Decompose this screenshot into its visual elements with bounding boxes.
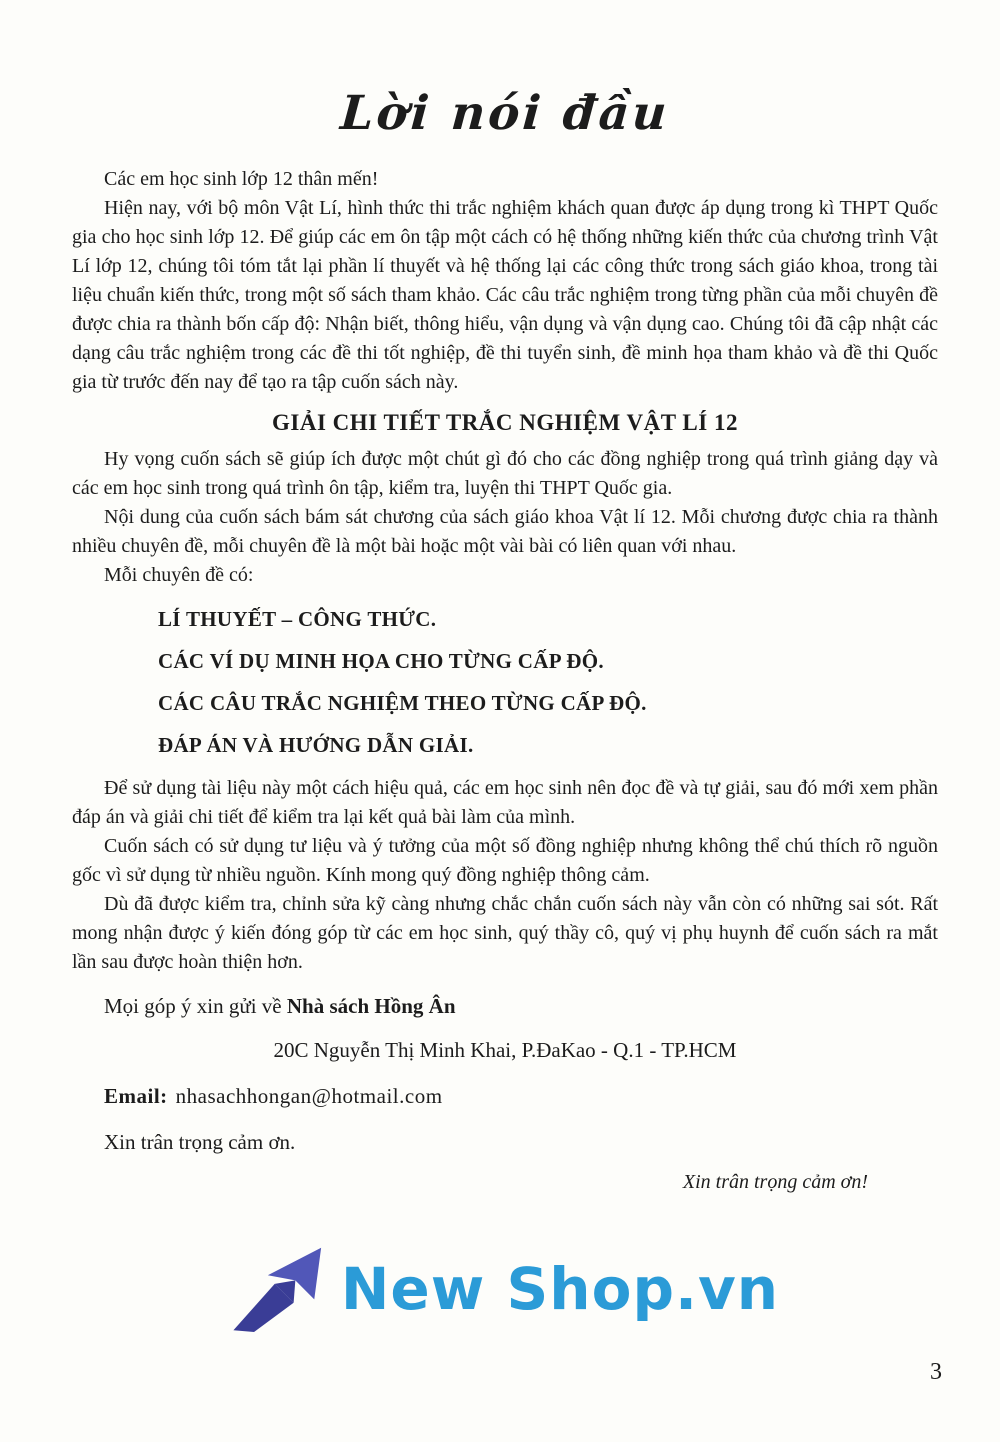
feature-item: CÁC VÍ DỤ MINH HỌA CHO TỪNG CẤP ĐỘ. [158, 649, 604, 673]
newshop-watermark [72, 1246, 938, 1332]
email-label: Email: [104, 1084, 168, 1108]
greeting-line: Các em học sinh lớp 12 thân mến! [104, 168, 379, 190]
contact-line [72, 994, 938, 1019]
page-title: Lời nói đầu [338, 86, 672, 141]
bookstore-name: Nhà sách Hồng Ân [286, 994, 456, 1018]
paragraph-each-topic: Mỗi chuyên đề có: [104, 564, 254, 586]
newshop-logo-suffix: .vn [674, 1255, 780, 1323]
book-title-heading: GIẢI CHI TIẾT TRẮC NGHIỆM VẬT LÍ 12 [272, 410, 738, 435]
email-line [72, 1084, 938, 1109]
newshop-logo-main: New Shop [340, 1255, 675, 1323]
contact-prefix: Mọi góp ý xin gửi về [104, 994, 287, 1018]
paragraph-intro: Hiện nay, với bộ môn Vật Lí, hình thức thi trắc nghiệm khách quan được áp dụng trong kì THPT Quốc gia cho học sinh lớp 12. Để giúp các em ôn tập một cách có hệ thống những kiến thức của chương trình Vật Lí lớp 12, chúng tôi tóm tắt lại phần lí thuyết và hệ thống lại các công thức trong sách giáo khoa, trong tài liệu chuẩn kiến thức, trong một số sách tham khảo. Các câu trắc nghiệm trong từng phần của mỗi chuyên đề được chia ra thành bốn cấp độ: Nhận biết, thông hiểu, vận dụng và vận dụng cao. Chúng tôi đã cập nhật các dạng câu trắc nghiệm trong các đề thi tốt nghiệp, đề thi tuyển sinh, đề minh họa tham khảo và đề thi Quốc gia từ trước đến nay để tạo ra tập cuốn sách này. [72, 197, 938, 393]
feature-list [158, 598, 938, 766]
paragraph-content: Nội dung của cuốn sách bám sát chương của sách giáo khoa Vật lí 12. Mỗi chương được chia ra thành nhiều chuyên đề, mỗi chuyên đề là một bài hoặc một vài bài có liên quan với nhau. [72, 506, 938, 557]
paragraph-sources: Cuốn sách có sử dụng tư liệu và ý tưởng của một số đồng nghiệp nhưng không thể chú thích rõ nguồn gốc vì sử dụng từ nhiều nguồn. Kính mong quý đồng nghiệp thông cảm. [72, 835, 938, 886]
thanks-line: Xin trân trọng cảm ơn. [104, 1130, 296, 1154]
signoff-italic: Xin trân trọng cảm ơn! [682, 1171, 868, 1193]
page-number: 3 [930, 1359, 942, 1385]
newshop-logo-text [341, 1255, 779, 1323]
feature-item: CÁC CÂU TRẮC NGHIỆM THEO TỪNG CẤP ĐỘ. [158, 691, 647, 715]
email-value: nhasachhongan@hotmail.com [175, 1084, 443, 1108]
feature-item: LÍ THUYẾT – CÔNG THỨC. [158, 607, 437, 631]
feature-item: ĐÁP ÁN VÀ HƯỚNG DẪN GIẢI. [158, 733, 474, 757]
paragraph-usage: Để sử dụng tài liệu này một cách hiệu quả, các em học sinh nên đọc đề và tự giải, sau đó mới xem phần đáp án và giải chi tiết để kiểm tra lại kết quả bài làm của mình. [72, 777, 938, 828]
paragraph-errata: Dù đã được kiểm tra, chỉnh sửa kỹ càng nhưng chắc chắn cuốn sách này vẫn còn có những sai sót. Rất mong nhận được ý kiến đóng góp từ các em học sinh, quý thầy cô, quý vị phụ huynh để cuốn sách ra mắt lần sau được hoàn thiện hơn. [72, 893, 938, 973]
address-line: 20C Nguyễn Thị Minh Khai, P.ĐaKao - Q.1 - TP.HCM [273, 1038, 737, 1062]
newshop-arrow-icon [231, 1246, 327, 1332]
paragraph-hope: Hy vọng cuốn sách sẽ giúp ích được một chút gì đó cho các đồng nghiệp trong quá trình giảng dạy và các em học sinh trong quá trình ôn tập, kiểm tra, luyện thi THPT Quốc gia. [72, 448, 938, 499]
